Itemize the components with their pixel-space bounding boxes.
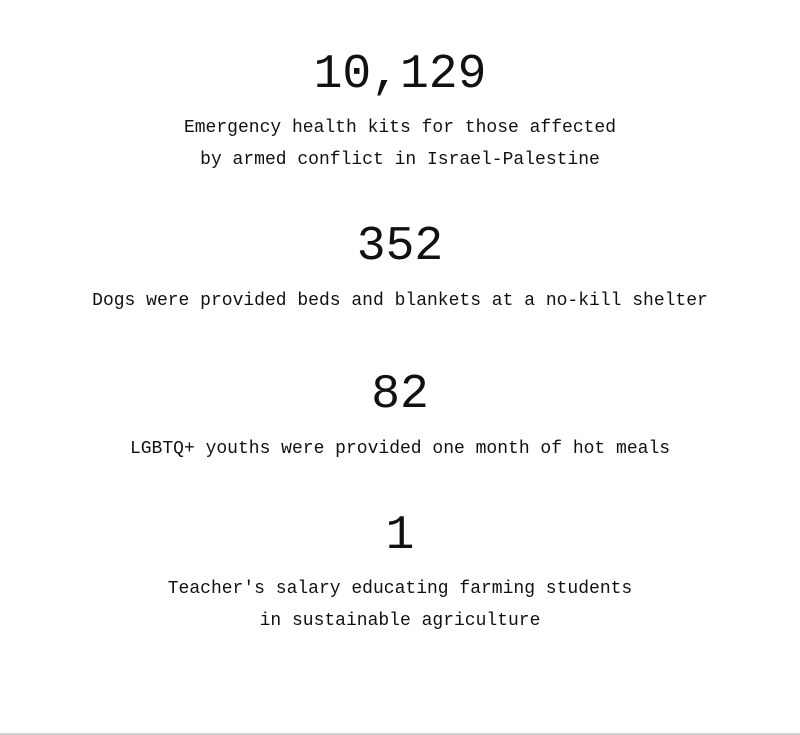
stat-description-line: Emergency health kits for those affected [183,118,617,138]
stat-description [0,112,800,176]
stat-description [0,573,800,637]
stat-teacher-salary [0,509,800,637]
stat-dog-beds [0,220,800,317]
stat-description-line: by armed conflict in Israel-Palestine [200,150,600,170]
stat-number: 10,129 [313,48,487,102]
stat-number: 82 [371,368,429,422]
stat-number: 1 [385,509,415,563]
stat-number: 352 [356,220,444,274]
stat-description-line: Teacher's salary educating farming students [167,579,633,599]
stat-description-line: LGBTQ+ youths were provided one month of hot meals [129,439,671,459]
stat-description-line: in sustainable agriculture [259,611,541,631]
stat-health-kits [0,48,800,176]
stat-description-line: Dogs were provided beds and blankets at a no-kill shelter [92,291,708,311]
stat-description [0,433,800,465]
stat-description [0,285,800,317]
stat-hot-meals [0,368,800,465]
